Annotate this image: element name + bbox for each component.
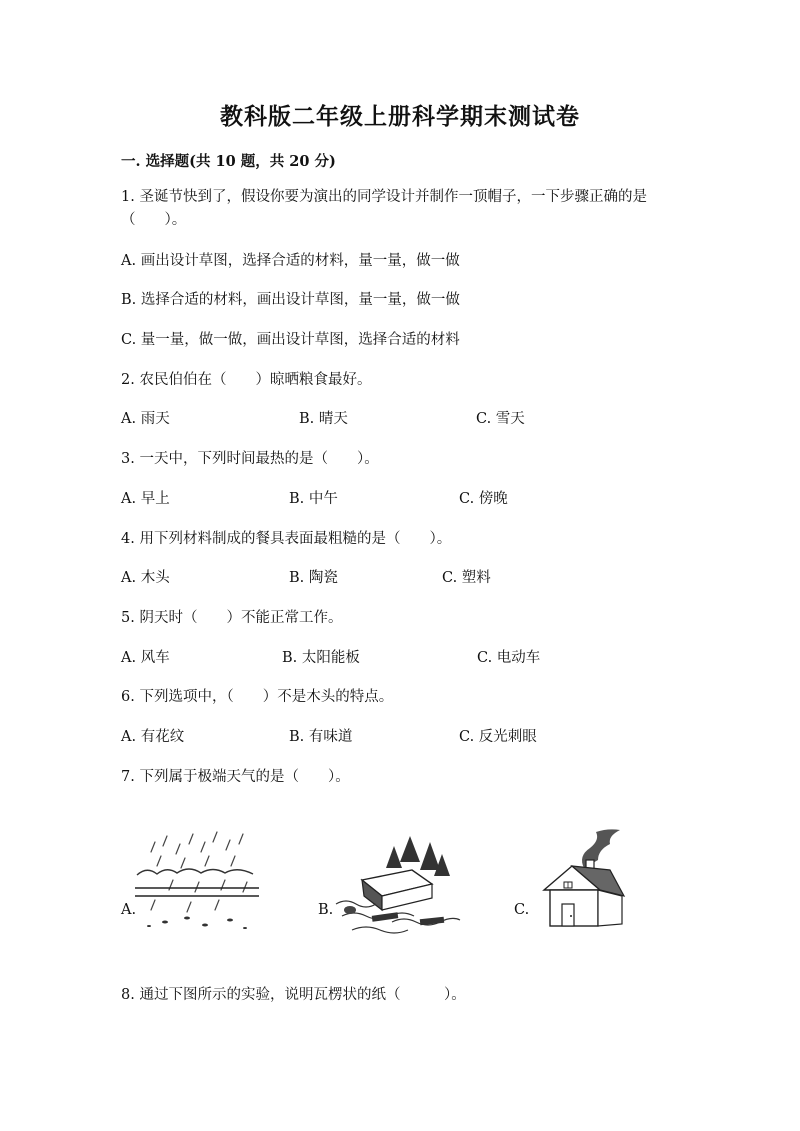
question-6-stem: 6. 下列选项中，（ ）不是木头的特点。 — [121, 689, 394, 705]
section-heading: 一. 选择题(共 10 题，共 20 分) — [121, 153, 336, 170]
question-2-option-a[interactable]: A. 雨天 — [121, 411, 170, 427]
question-1-option-c[interactable]: C. 量一量，做一做，画出设计草图，选择合适的材料 — [121, 332, 460, 348]
question-4-stem: 4. 用下列材料制成的餐具表面最粗糙的是（ ）。 — [121, 531, 452, 547]
rainstorm-illustration — [135, 830, 260, 935]
question-4-option-c[interactable]: C. 塑料 — [442, 570, 491, 586]
question-5-option-c[interactable]: C. 电动车 — [477, 650, 541, 666]
question-2-option-c[interactable]: C. 雪天 — [476, 411, 525, 427]
question-1-option-b[interactable]: B. 选择合适的材料，画出设计草图，量一量，做一做 — [121, 292, 460, 308]
question-5-stem: 5. 阴天时（ ）不能正常工作。 — [121, 610, 343, 626]
question-7-option-b[interactable]: B. — [318, 902, 334, 918]
question-2-stem: 2. 农民伯伯在（ ）晾晒粮食最好。 — [121, 372, 372, 388]
question-4-option-a[interactable]: A. 木头 — [121, 570, 170, 586]
question-5-option-b[interactable]: B. 太阳能板 — [282, 650, 360, 666]
question-3-option-b[interactable]: B. 中午 — [289, 491, 338, 507]
question-7-option-a[interactable]: A. — [121, 902, 137, 918]
question-2-option-b[interactable]: B. 晴天 — [299, 411, 348, 427]
question-3-option-c[interactable]: C. 傍晚 — [459, 491, 508, 507]
house-chimney-illustration — [538, 826, 628, 931]
question-6-option-c[interactable]: C. 反光刺眼 — [459, 729, 537, 745]
question-6-option-b[interactable]: B. 有味道 — [289, 729, 353, 745]
question-1-stem: 1. 圣诞节快到了，假设你要为演出的同学设计并制作一顶帽子，一下步骤正确的是（ ）。 — [121, 189, 647, 228]
question-5-option-a[interactable]: A. 风车 — [121, 650, 170, 666]
page-title: 教科版二年级上册科学期末测试卷 — [220, 103, 580, 130]
question-8-stem: 8. 通过下图所示的实验，说明瓦楞状的纸（ ）。 — [121, 987, 466, 1003]
question-3-option-a[interactable]: A. 早上 — [121, 491, 170, 507]
question-7-option-c[interactable]: C. — [514, 902, 530, 918]
flood-illustration — [332, 832, 462, 937]
question-6-option-a[interactable]: A. 有花纹 — [121, 729, 185, 745]
question-3-stem: 3. 一天中，下列时间最热的是（ ）。 — [121, 451, 379, 467]
question-1-option-a[interactable]: A. 画出设计草图，选择合适的材料，量一量，做一做 — [121, 253, 460, 269]
question-4-option-b[interactable]: B. 陶瓷 — [289, 570, 338, 586]
question-7-stem: 7. 下列属于极端天气的是（ ）。 — [121, 769, 350, 785]
